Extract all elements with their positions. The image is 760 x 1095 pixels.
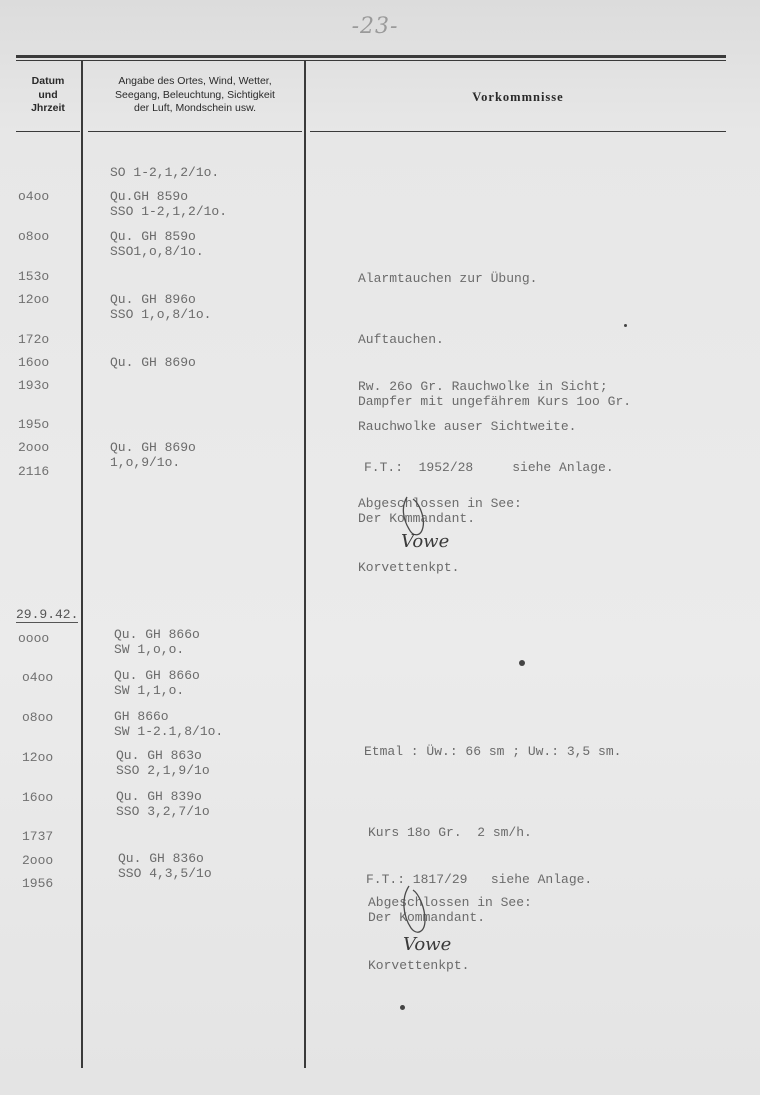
closing-rank: Korvettenkpt. bbox=[368, 958, 470, 973]
weather-entry: SSO 2,1,9/1o bbox=[116, 763, 210, 778]
time-entry: o4oo bbox=[18, 189, 50, 204]
weather-entry: SW 1,1,o. bbox=[114, 683, 185, 698]
weather-entry: Qu.GH 859o bbox=[110, 189, 189, 204]
time-entry: 195o bbox=[18, 417, 50, 432]
time-entry: 12oo bbox=[18, 292, 50, 307]
signature-mark bbox=[395, 882, 465, 957]
closing-line: Der Kommandant. bbox=[358, 511, 476, 526]
time-entry: 2ooo bbox=[18, 440, 50, 455]
time-entry: o4oo bbox=[22, 670, 54, 685]
time-entry: 2ooo bbox=[22, 853, 54, 868]
column-divider-2 bbox=[304, 60, 306, 1068]
time-entry: 2116 bbox=[18, 464, 50, 479]
weather-entry: GH 866o bbox=[114, 709, 169, 724]
date-entry: 29.9.42. bbox=[16, 607, 79, 622]
weather-entry: SSO 3,2,7/1o bbox=[116, 804, 210, 819]
weather-entry: SSO 1,o,8/1o. bbox=[110, 307, 212, 322]
weather-entry: 1,o,9/1o. bbox=[110, 455, 181, 470]
page-number: -23- bbox=[351, 14, 399, 39]
event-entry: Auftauchen. bbox=[358, 332, 444, 347]
weather-entry: SSO 4,3,5/1o bbox=[118, 866, 212, 881]
time-entry: 16oo bbox=[22, 790, 54, 805]
header-top-rule bbox=[16, 55, 726, 58]
closing-line: Der Kommandant. bbox=[368, 910, 486, 925]
signature-text: Vowe bbox=[401, 531, 450, 552]
ink-speck bbox=[519, 660, 525, 666]
weather-entry: SW 1,o,o. bbox=[114, 642, 185, 657]
time-entry: o8oo bbox=[18, 229, 50, 244]
header-bottom-rule-col3 bbox=[310, 131, 726, 132]
time-entry: 1956 bbox=[22, 876, 54, 891]
signature-mark bbox=[395, 493, 465, 553]
time-entry: 172o bbox=[18, 332, 50, 347]
weather-entry: SSO1,o,8/1o. bbox=[110, 244, 204, 259]
weather-entry: Qu. GH 896o bbox=[110, 292, 196, 307]
header-date-time: Datum und Jhrzeit bbox=[31, 75, 65, 114]
header-bottom-rule-col1 bbox=[16, 131, 80, 132]
closing-rank: Korvettenkpt. bbox=[358, 560, 460, 575]
time-entry: 193o bbox=[18, 378, 50, 393]
time-entry: o8oo bbox=[22, 710, 54, 725]
ink-speck bbox=[400, 1005, 405, 1010]
weather-entry: Qu. GH 859o bbox=[110, 229, 196, 244]
ink-speck bbox=[624, 324, 627, 327]
event-entry: F.T.: 1952/28 siehe Anlage. bbox=[364, 460, 614, 475]
weather-entry: Qu. GH 869o bbox=[110, 355, 196, 370]
event-entry: Rauchwolke auser Sichtweite. bbox=[358, 419, 577, 434]
header-location-weather: Angabe des Ortes, Wind, Wetter, Seegang, Beleuchtung, Sichtigkeit der Luft, Mondschein usw. bbox=[115, 75, 275, 114]
weather-entry: SO 1-2,1,2/1o. bbox=[110, 165, 220, 180]
weather-entry: Qu. GH 869o bbox=[110, 440, 196, 455]
weather-entry: Qu. GH 866o bbox=[114, 627, 200, 642]
closing-line: Abgeschlossen in See: bbox=[358, 496, 522, 511]
weather-entry: Qu. GH 863o bbox=[116, 748, 202, 763]
header-events: Vorkommnisse bbox=[472, 90, 564, 104]
time-entry: 1737 bbox=[22, 829, 54, 844]
header-top-rule-thin bbox=[16, 60, 726, 61]
weather-entry: Qu. GH 839o bbox=[116, 789, 202, 804]
event-entry: Kurs 18o Gr. 2 sm/h. bbox=[368, 825, 532, 840]
header-bottom-rule-col2 bbox=[88, 131, 302, 132]
event-entry: Dampfer mit ungefährem Kurs 1oo Gr. bbox=[358, 394, 632, 409]
column-divider-1 bbox=[81, 60, 83, 1068]
event-entry: Alarmtauchen zur Übung. bbox=[358, 271, 538, 286]
event-entry: F.T.: 1817/29 siehe Anlage. bbox=[366, 872, 593, 887]
weather-entry: SW 1-2.1,8/1o. bbox=[114, 724, 224, 739]
event-entry: Rw. 26o Gr. Rauchwolke in Sicht; bbox=[358, 379, 608, 394]
weather-entry: SSO 1-2,1,2/1o. bbox=[110, 204, 228, 219]
signature-text: Vowe bbox=[403, 934, 452, 955]
time-entry: 16oo bbox=[18, 355, 50, 370]
event-entry: Etmal : Üw.: 66 sm ; Uw.: 3,5 sm. bbox=[364, 744, 622, 759]
weather-entry: Qu. GH 866o bbox=[114, 668, 200, 683]
time-entry: 153o bbox=[18, 269, 50, 284]
time-entry: oooo bbox=[18, 631, 50, 646]
time-entry: 12oo bbox=[22, 750, 54, 765]
weather-entry: Qu. GH 836o bbox=[118, 851, 204, 866]
closing-line: Abgeschlossen in See: bbox=[368, 895, 532, 910]
